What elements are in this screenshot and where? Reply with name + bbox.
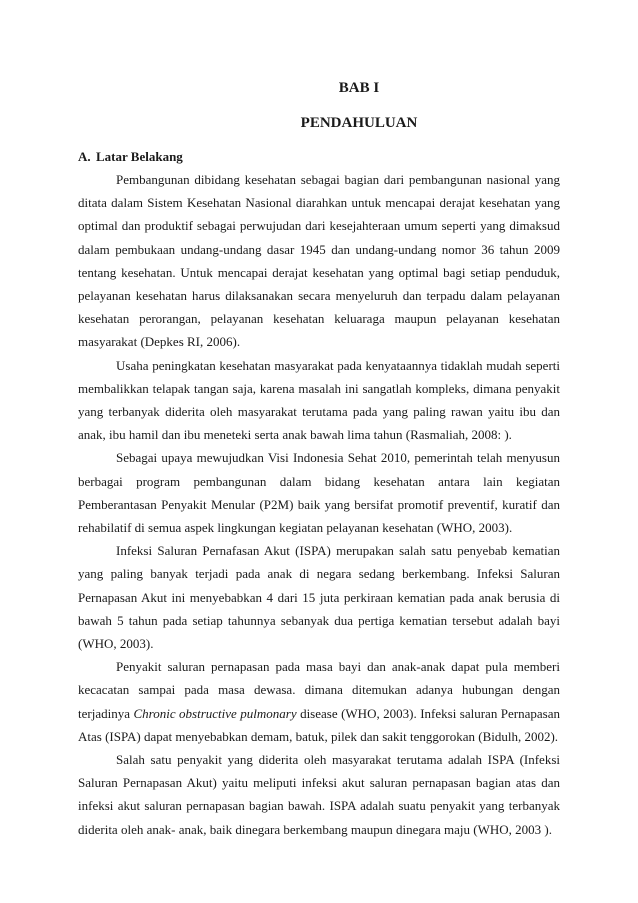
chapter-title: PENDAHULUAN: [300, 115, 418, 131]
body-text: [78, 168, 560, 841]
paragraph-3: Sebagai upaya mewujudkan Visi Indonesia Sehat 2010, pemerintah telah menyusun berbagai program pembangunan dalam bidang kesehatan antara lain kegiatan Pemberantasan Penyakit Menular (P2M) baik yang bersifat promotif preventif, kuratif dan rehabilatif di semua aspek lingkungan kegiatan pelayanan kesehatan (WHO, 2003).: [78, 450, 560, 536]
paragraph-4: Infeksi Saluran Pernafasan Akut (ISPA) merupakan salah satu penyebab kematian yang paling banyak terjadi pada anak di negara sedang berkembang. Infeksi Saluran Pernapasan Akut ini menyebabkan 4 dari 15 juta perkiraan kematian pada anak berusia di bawah 5 tahun pada setiap tahunnya sebanyak dua pertiga kematian tersebut adalah bayi (WHO, 2003).: [78, 543, 560, 652]
paragraph-6: Salah satu penyakit yang diderita oleh masyarakat terutama adalah ISPA (Infeksi Saluran Pernapasan Akut) yaitu meliputi infeksi akut saluran pernapasan bagian atas dan infeksi akut saluran pernapasan bagian bawah. ISPA adalah suatu penyakit yang terbanyak diderita oleh anak- anak, baik dinegara berkembang maupun dinegara maju (WHO, 2003 ).: [78, 752, 560, 837]
paragraph-1: Pembangunan dibidang kesehatan sebagai bagian dari pembangunan nasional yang ditata dalam Sistem Kesehatan Nasional diarahkan untuk mencapai derajat kesehatan yang optimal dan produktif sebagai perwujudan dari kesejahteraan umum seperti yang dimaksud dalam pembukaan undang-undang dasar 1945 dan undang-undang nomor 36 tahun 2009 tentang kesehatan. Untuk mencapai derajat kesehatan yang optimal bagi setiap penduduk, pelayanan kesehatan harus dilaksanakan secara menyeluruh dan terpadu dalam pelayanan kesehatan perorangan, pelayanan kesehatan keluaraga maupun pelayanan kesehatan masyarakat (Depkes RI, 2006).: [78, 172, 560, 350]
section-title: Latar Belakang: [96, 149, 183, 164]
paragraph-5-text-after: disease (WHO, 2003). Infeksi saluran Pernapasan Atas (ISPA) dapat menyebabkan demam, batuk, pilek dan sakit tenggorokan (Bidulh, 2002).: [78, 705, 560, 744]
section-marker: A.: [78, 149, 91, 164]
paragraph-5-italic-term: Chronic obstructive pulmonary: [133, 705, 297, 721]
section-heading: [78, 147, 183, 167]
paragraph-2: Usaha peningkatan kesehatan masyarakat pada kenyataannya tidaklah mudah seperti membalikkan telapak tangan saja, karena masalah ini sangatlah kompleks, dimana penyakit yang terbanyak diderita oleh masyarakat terutama pada yang paling rawan yaitu ibu dan anak, ibu hamil dan ibu meneteki serta anak bawah lima tahun (Rasmaliah, 2008: ).: [78, 357, 560, 443]
paragraph-5: [78, 655, 560, 748]
chapter-number: BAB I: [338, 80, 380, 96]
paragraph-5-text-before: Penyakit saluran pernapasan pada masa bayi dan anak-anak dapat pula memberi kecacatan sampai pada masa dewasa. dimana ditemukan adanya hubungan dengan terjadinya: [78, 659, 560, 721]
